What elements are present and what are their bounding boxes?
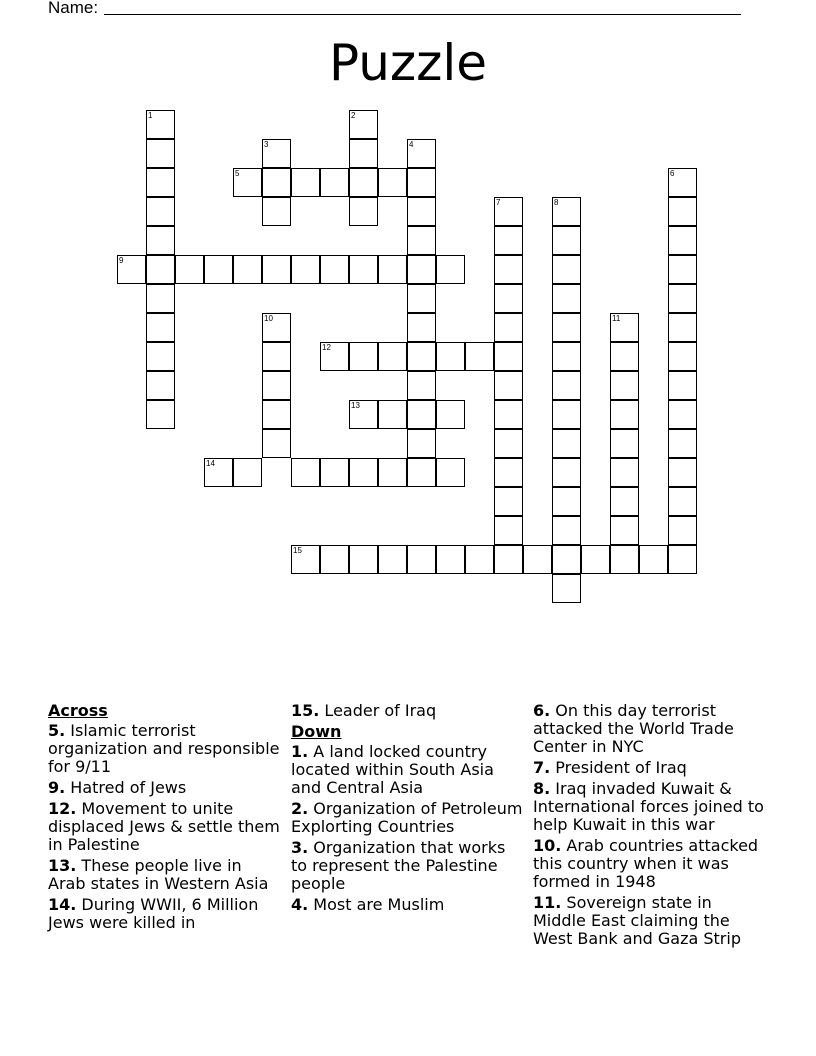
crossword-cell[interactable]: [146, 197, 175, 226]
clue-number: 10: [264, 314, 273, 323]
crossword-cell[interactable]: [494, 487, 523, 516]
crossword-cell[interactable]: [320, 545, 349, 574]
clue-number: 14: [206, 459, 215, 468]
crossword-cell[interactable]: [349, 110, 378, 139]
clue-item: [48, 896, 280, 932]
clue-number: 6.: [533, 701, 551, 720]
crossword-cell[interactable]: [146, 342, 175, 371]
crossword-cell[interactable]: [262, 400, 291, 429]
crossword-cell[interactable]: [175, 255, 204, 284]
crossword-cell[interactable]: [610, 545, 639, 574]
crossword-cell[interactable]: [407, 139, 436, 168]
crossword-cell[interactable]: [552, 342, 581, 371]
clue-number: 9: [119, 256, 124, 265]
crossword-cell[interactable]: [407, 255, 436, 284]
crossword-cell[interactable]: [291, 458, 320, 487]
clue-number: 5.: [48, 721, 66, 740]
crossword-cell[interactable]: [610, 342, 639, 371]
crossword-cell[interactable]: [494, 255, 523, 284]
crossword-cell[interactable]: [436, 255, 465, 284]
clue-text: President of Iraq: [550, 758, 687, 777]
clue-number: 14.: [48, 895, 77, 914]
clues-column-2: [291, 702, 523, 917]
crossword-cell[interactable]: [146, 110, 175, 139]
crossword-cell[interactable]: [407, 197, 436, 226]
crossword-cell[interactable]: [262, 342, 291, 371]
clue-text: Arab countries attacked this country when it was formed in 1948: [533, 836, 759, 891]
clue-number: 10.: [533, 836, 562, 855]
clue-text: Islamic terrorist organization and responsible for 9/11: [48, 721, 280, 776]
crossword-cell[interactable]: [349, 139, 378, 168]
crossword-cell[interactable]: [668, 342, 697, 371]
clue-text: Sovereign state in Middle East claiming the West Bank and Gaza Strip: [533, 893, 741, 948]
clue-number: 12.: [48, 799, 77, 818]
clue-number: 8.: [533, 779, 551, 798]
crossword-cell[interactable]: [436, 342, 465, 371]
crossword-cell[interactable]: [146, 400, 175, 429]
crossword-cell[interactable]: [668, 487, 697, 516]
crossword-cell[interactable]: [494, 545, 523, 574]
crossword-cell[interactable]: [407, 226, 436, 255]
crossword-cell[interactable]: [320, 168, 349, 197]
clue-number: 12: [322, 343, 331, 352]
crossword-cell[interactable]: [436, 545, 465, 574]
crossword-cell[interactable]: [349, 168, 378, 197]
clue-text: On this day terrorist attacked the World Trade Center in NYC: [533, 701, 734, 756]
clue-number: 1.: [291, 742, 309, 761]
crossword-cell[interactable]: [262, 429, 291, 458]
clue-number: 13: [351, 401, 360, 410]
crossword-cell[interactable]: [552, 545, 581, 574]
clue-number: 1: [148, 111, 153, 120]
crossword-cell[interactable]: [639, 545, 668, 574]
crossword-cell[interactable]: [610, 400, 639, 429]
clue-text: Organization that works to represent the Palestine people: [291, 838, 506, 893]
crossword-cell[interactable]: [320, 342, 349, 371]
crossword-cell[interactable]: [407, 284, 436, 313]
crossword-cell[interactable]: [494, 342, 523, 371]
crossword-cell[interactable]: [233, 458, 262, 487]
clues-column-1: [48, 702, 280, 935]
crossword-cell[interactable]: [233, 168, 262, 197]
clue-text: A land locked country located within South Asia and Central Asia: [291, 742, 494, 797]
crossword-cell[interactable]: [146, 168, 175, 197]
crossword-cell[interactable]: [291, 168, 320, 197]
crossword-cell[interactable]: [552, 400, 581, 429]
crossword-cell[interactable]: [407, 342, 436, 371]
clue-number: 5: [235, 169, 240, 178]
crossword-cell[interactable]: [552, 487, 581, 516]
crossword-cell[interactable]: [378, 255, 407, 284]
clue-item: [48, 779, 280, 797]
clue-text: These people live in Arab states in Western Asia: [48, 856, 269, 893]
crossword-cell[interactable]: [349, 342, 378, 371]
crossword-cell[interactable]: [349, 458, 378, 487]
crossword-cell[interactable]: [233, 255, 262, 284]
crossword-cell[interactable]: [146, 226, 175, 255]
crossword-cell[interactable]: [552, 458, 581, 487]
crossword-cell[interactable]: [262, 139, 291, 168]
crossword-cell[interactable]: [668, 516, 697, 545]
crossword-cell[interactable]: [465, 545, 494, 574]
crossword-cell[interactable]: [610, 371, 639, 400]
clue-number: 6: [670, 169, 675, 178]
crossword-cell[interactable]: [378, 545, 407, 574]
clue-item: [291, 702, 523, 720]
crossword-cell[interactable]: [668, 545, 697, 574]
clues-column-3: [533, 702, 765, 951]
clue-text: Organization of Petroleum Explorting Countries: [291, 799, 523, 836]
clue-item: [533, 894, 765, 948]
crossword-cell[interactable]: [610, 429, 639, 458]
crossword-cell[interactable]: [494, 197, 523, 226]
crossword-cell[interactable]: [494, 516, 523, 545]
clue-item: [48, 800, 280, 854]
crossword-cell[interactable]: [668, 255, 697, 284]
crossword-cell[interactable]: [407, 313, 436, 342]
crossword-cell[interactable]: [552, 516, 581, 545]
crossword-cell[interactable]: [436, 400, 465, 429]
clue-number: 4.: [291, 895, 309, 914]
crossword-cell[interactable]: [552, 284, 581, 313]
clue-item: [48, 722, 280, 776]
crossword-cell[interactable]: [668, 313, 697, 342]
crossword-cell[interactable]: [494, 313, 523, 342]
clue-item: [533, 837, 765, 891]
clue-item: [291, 896, 523, 914]
down-heading: Down: [291, 722, 342, 741]
crossword-cell[interactable]: [117, 255, 146, 284]
clue-number: 11.: [533, 893, 562, 912]
crossword-cell[interactable]: [291, 255, 320, 284]
crossword-cell[interactable]: [407, 458, 436, 487]
crossword-cell[interactable]: [349, 197, 378, 226]
crossword-cell[interactable]: [552, 429, 581, 458]
crossword-cell[interactable]: [349, 400, 378, 429]
clue-number: 9.: [48, 778, 66, 797]
clue-number: 4: [409, 140, 414, 149]
crossword-cell[interactable]: [262, 197, 291, 226]
clue-text: During WWII, 6 Million Jews were killed in: [48, 895, 259, 932]
clue-number: 7: [496, 198, 501, 207]
clue-number: 2: [351, 111, 356, 120]
clue-item: [291, 743, 523, 797]
crossword-cell[interactable]: [610, 516, 639, 545]
crossword-cell[interactable]: [407, 400, 436, 429]
crossword-cell[interactable]: [378, 400, 407, 429]
crossword-cell[interactable]: [349, 545, 378, 574]
clue-item: [533, 702, 765, 756]
crossword-cell[interactable]: [407, 371, 436, 400]
crossword-cell[interactable]: [407, 545, 436, 574]
crossword-cell[interactable]: [494, 226, 523, 255]
clue-number: 15: [293, 546, 302, 555]
crossword-cell[interactable]: [146, 284, 175, 313]
clue-number: 11: [612, 314, 621, 323]
crossword-cell[interactable]: [146, 313, 175, 342]
crossword-cell[interactable]: [668, 371, 697, 400]
clue-text: Iraq invaded Kuwait & International forces joined to help Kuwait in this war: [533, 779, 764, 834]
crossword-cell[interactable]: [494, 429, 523, 458]
crossword-cell[interactable]: [204, 458, 233, 487]
crossword-cell[interactable]: [146, 371, 175, 400]
crossword-cell[interactable]: [262, 313, 291, 342]
clue-number: 13.: [48, 856, 77, 875]
crossword-cell[interactable]: [494, 284, 523, 313]
crossword-cell[interactable]: [668, 429, 697, 458]
crossword-cell[interactable]: [407, 168, 436, 197]
crossword-cell[interactable]: [668, 400, 697, 429]
crossword-cell[interactable]: [668, 226, 697, 255]
crossword-cell[interactable]: [552, 371, 581, 400]
crossword-cell[interactable]: [146, 139, 175, 168]
clue-item: [291, 800, 523, 836]
clue-number: 2.: [291, 799, 309, 818]
clue-number: 7.: [533, 758, 551, 777]
crossword-cell[interactable]: [668, 284, 697, 313]
crossword-cell[interactable]: [378, 458, 407, 487]
crossword-cell[interactable]: [552, 313, 581, 342]
crossword-cell[interactable]: [552, 255, 581, 284]
crossword-cell[interactable]: [291, 545, 320, 574]
crossword-cell[interactable]: [378, 342, 407, 371]
clue-text: Leader of Iraq: [319, 701, 437, 720]
crossword-cell[interactable]: [262, 168, 291, 197]
crossword-cell[interactable]: [320, 458, 349, 487]
crossword-cell[interactable]: [668, 458, 697, 487]
name-label: Name:: [48, 0, 99, 17]
crossword-cell[interactable]: [552, 197, 581, 226]
clue-item: [48, 857, 280, 893]
crossword-cell[interactable]: [523, 545, 552, 574]
crossword-cell[interactable]: [552, 574, 581, 603]
across-heading: Across: [48, 701, 108, 720]
crossword-cell[interactable]: [262, 371, 291, 400]
crossword-cell[interactable]: [146, 255, 175, 284]
clue-text: Movement to unite displaced Jews & settle them in Palestine: [48, 799, 280, 854]
clue-number: 8: [554, 198, 559, 207]
crossword-cell[interactable]: [668, 197, 697, 226]
clue-item: [291, 839, 523, 893]
clue-item: [533, 759, 765, 777]
crossword-cell[interactable]: [204, 255, 233, 284]
crossword-cell[interactable]: [436, 458, 465, 487]
crossword-cell[interactable]: [610, 487, 639, 516]
clue-item: [533, 780, 765, 834]
crossword-cell[interactable]: [581, 545, 610, 574]
page-title: Puzzle: [328, 34, 488, 92]
crossword-cell[interactable]: [407, 429, 436, 458]
clue-text: Hatred of Jews: [65, 778, 187, 797]
crossword-cell[interactable]: [378, 168, 407, 197]
clue-text: Most are Muslim: [308, 895, 445, 914]
crossword-cell[interactable]: [262, 255, 291, 284]
clue-number: 15.: [291, 701, 320, 720]
crossword-cell[interactable]: [610, 313, 639, 342]
crossword-cell[interactable]: [668, 168, 697, 197]
crossword-cell[interactable]: [465, 342, 494, 371]
crossword-cell[interactable]: [494, 400, 523, 429]
crossword-cell[interactable]: [494, 458, 523, 487]
clue-number: 3.: [291, 838, 309, 857]
crossword-cell[interactable]: [320, 255, 349, 284]
clue-number: 3: [264, 140, 269, 149]
crossword-cell[interactable]: [494, 371, 523, 400]
crossword-cell[interactable]: [349, 255, 378, 284]
crossword-cell[interactable]: [610, 458, 639, 487]
crossword-cell[interactable]: [552, 226, 581, 255]
